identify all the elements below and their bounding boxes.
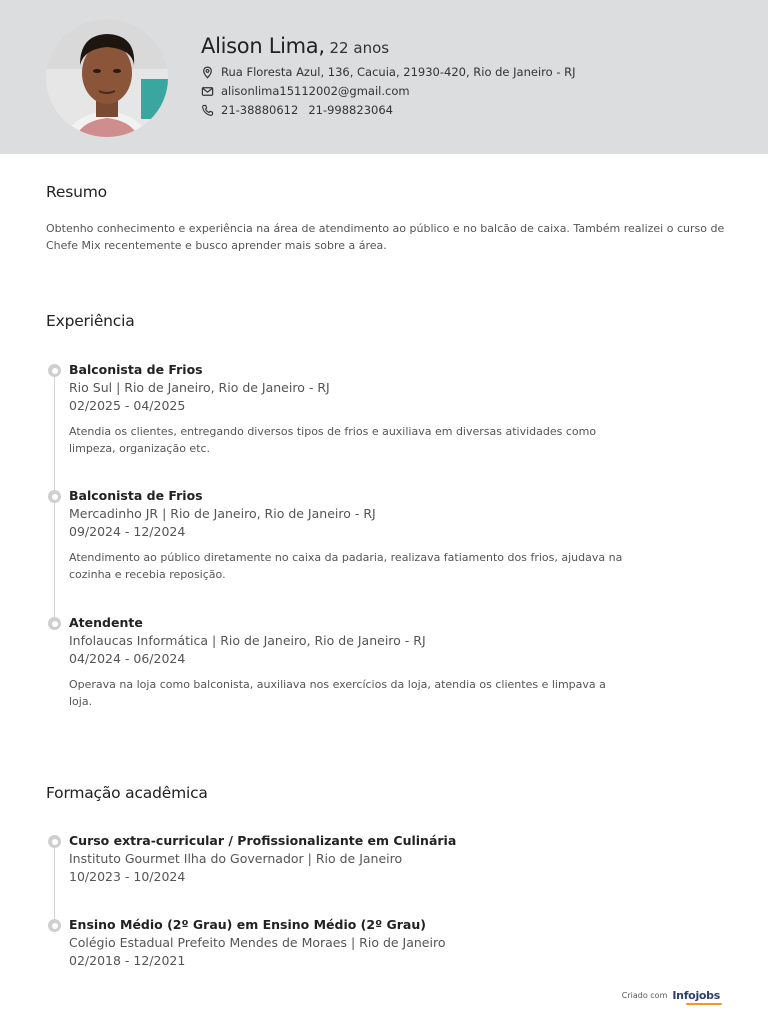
job-role: Atendente (69, 615, 143, 630)
timeline-dot (48, 490, 61, 503)
footer-credit (622, 989, 720, 1002)
education-item (69, 832, 629, 886)
experience-item (69, 361, 629, 457)
avatar (46, 19, 168, 137)
timeline-dot (48, 617, 61, 630)
timeline-dot (48, 919, 61, 932)
summary-title: Resumo (46, 183, 107, 201)
phone-text-2[interactable]: 21-998823064 (308, 103, 393, 117)
job-description: Operava na loja como balconista, auxiliava nos exercícios da loja, atendia os clientes e limpava a loja. (69, 678, 606, 708)
envelope-icon (201, 85, 214, 98)
summary-text: Obtenho conhecimento e experiência na área de atendimento ao público e no balcão de caixa. Também realizei o curso de Chefe Mix recentemente e busco aprender mais sobre a área. (46, 222, 725, 252)
experience-item (69, 614, 629, 710)
education-title: Formação acadêmica (46, 784, 208, 802)
timeline-dot (48, 835, 61, 848)
phone-text-1[interactable]: 21-38880612 (221, 103, 299, 117)
name-line (201, 34, 389, 58)
course-institution: Instituto Gourmet Ilha do Governador | Rio de Janeiro (69, 851, 403, 866)
footer-label: Criado com (621, 991, 668, 1000)
candidate-age: 22 anos (324, 39, 390, 57)
course-name: Ensino Médio (2º Grau) em Ensino Médio (2º Grau) (69, 917, 426, 932)
profile-header (0, 0, 768, 154)
email-row (201, 84, 410, 98)
phone-row (201, 103, 393, 117)
phone-icon (201, 104, 214, 117)
timeline-dot (48, 364, 61, 377)
job-role: Balconista de Frios (69, 488, 203, 503)
email-text[interactable]: alisonlima15112002@gmail.com (221, 84, 410, 98)
course-name: Curso extra-curricular / Profissionalizante em Culinária (69, 833, 457, 848)
job-role: Balconista de Frios (69, 362, 203, 377)
course-institution: Colégio Estadual Prefeito Mendes de Moraes | Rio de Janeiro (69, 935, 446, 950)
course-dates: 10/2023 - 10/2024 (69, 869, 186, 884)
candidate-name: Alison Lima, (201, 34, 325, 58)
job-dates: 04/2024 - 06/2024 (69, 651, 186, 666)
address-row (201, 65, 576, 79)
map-pin-icon (201, 66, 214, 79)
job-company: Rio Sul | Rio de Janeiro, Rio de Janeiro - RJ (69, 380, 330, 395)
address-text: Rua Floresta Azul, 136, Cacuia, 21930-420, Rio de Janeiro - RJ (221, 65, 576, 79)
job-company: Infolaucas Informática | Rio de Janeiro, Rio de Janeiro - RJ (69, 633, 426, 648)
education-item (69, 916, 629, 970)
job-dates: 02/2025 - 04/2025 (69, 398, 186, 413)
course-dates: 02/2018 - 12/2021 (69, 953, 186, 968)
job-description: Atendia os clientes, entregando diversos tipos de frios e auxiliava em diversas atividades como limpeza, organização etc. (69, 425, 597, 455)
education-timeline (54, 848, 55, 928)
profile-photo (46, 19, 168, 137)
experience-title: Experiência (46, 312, 135, 330)
job-description: Atendimento ao público diretamente no caixa da padaria, realizava fatiamento dos frios, ajudava na cozinha e recebia reposição. (69, 551, 623, 581)
job-company: Mercadinho JR | Rio de Janeiro, Rio de Janeiro - RJ (69, 506, 376, 521)
experience-item (69, 487, 629, 583)
job-dates: 09/2024 - 12/2024 (69, 524, 186, 539)
infojobs-logo[interactable]: Infojobs (672, 989, 720, 1002)
